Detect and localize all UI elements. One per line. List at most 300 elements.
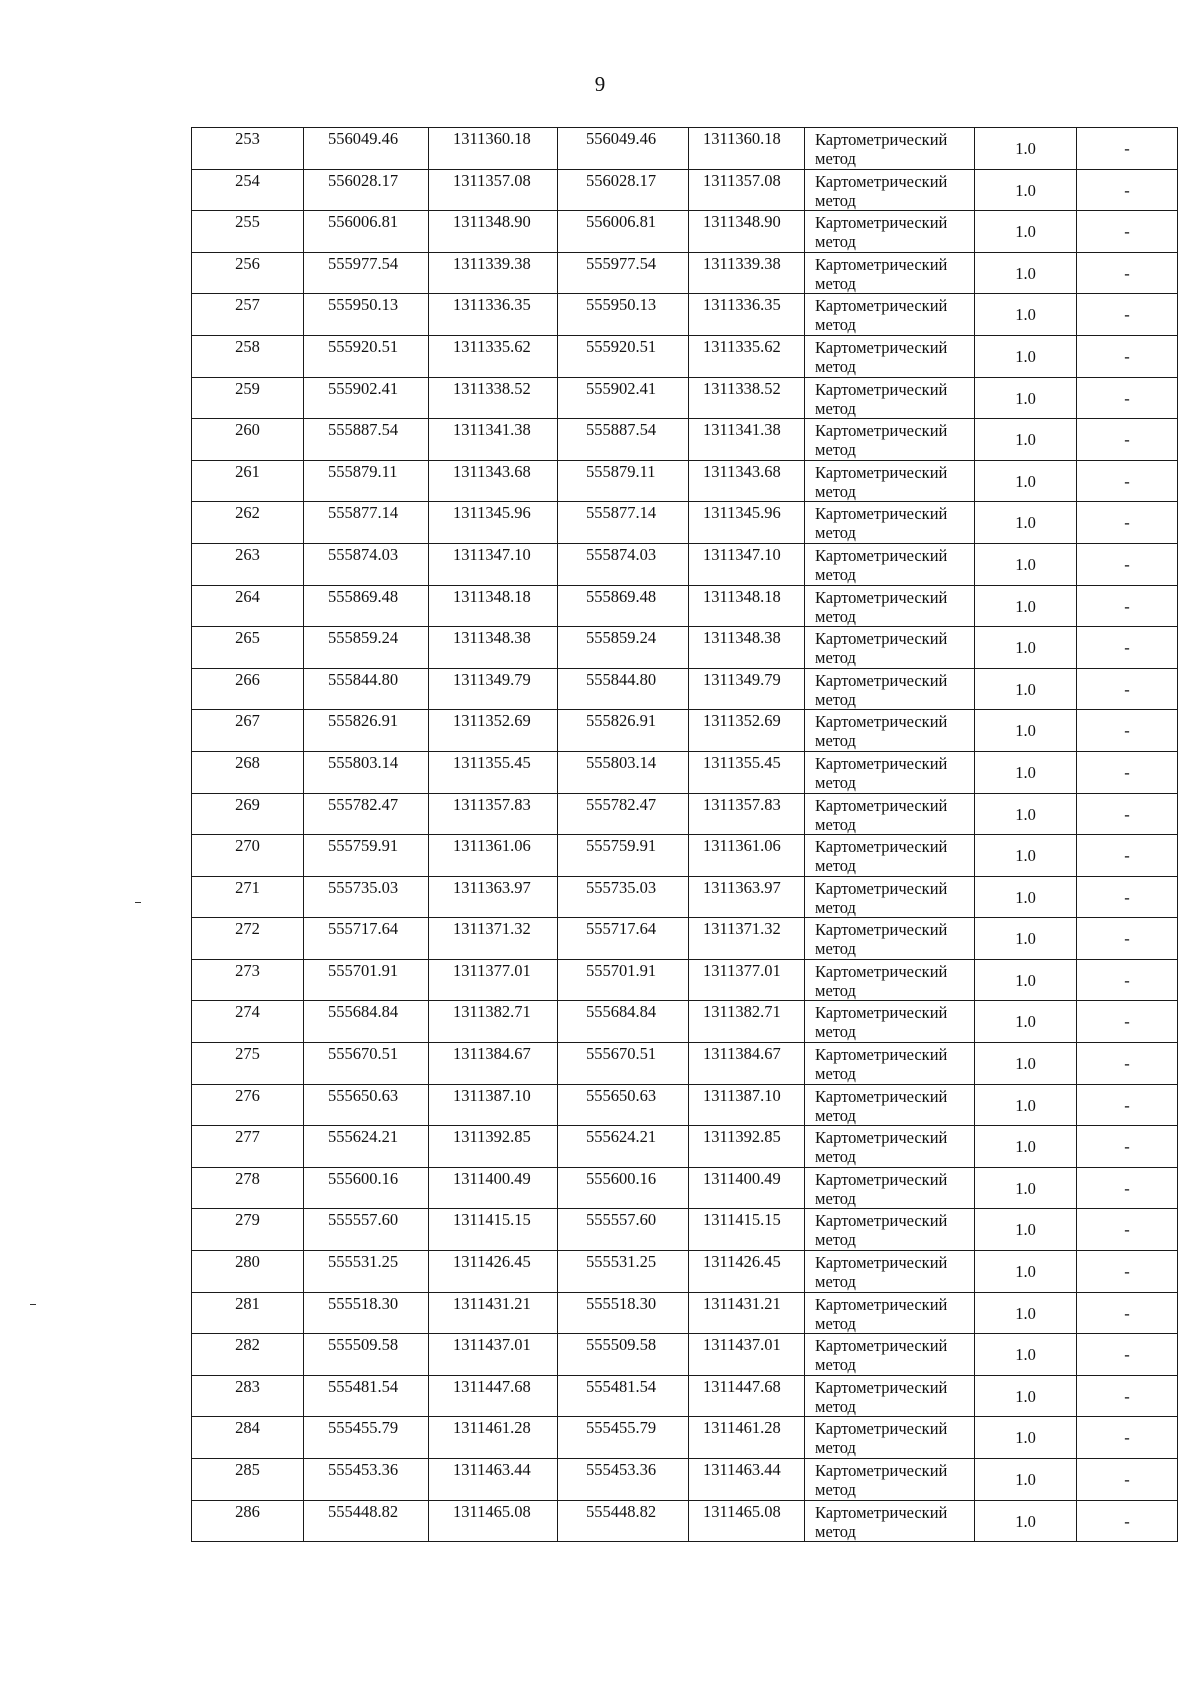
table-row: [192, 211, 1178, 253]
point-number-cell: 278: [192, 1167, 304, 1209]
error-cell: 1.0: [975, 627, 1077, 669]
method-line-2: метод: [815, 1272, 856, 1292]
description-cell: -: [1077, 419, 1178, 461]
method-line-1: Картометрический: [815, 795, 948, 815]
new-x-cell: 555902.41: [558, 377, 689, 419]
existing-x-cell: 555803.14: [304, 751, 429, 793]
method-line-1: Картометрический: [815, 213, 948, 233]
table-row: [192, 627, 1178, 669]
new-y-cell: 1311392.85: [689, 1126, 805, 1168]
existing-y-cell: 1311371.32: [429, 918, 558, 960]
new-y-cell: 1311348.18: [689, 585, 805, 627]
new-x-cell: 555670.51: [558, 1043, 689, 1085]
error-cell: 1.0: [975, 1292, 1077, 1334]
method-line-2: метод: [815, 1105, 856, 1125]
new-y-cell: 1311347.10: [689, 543, 805, 585]
error-cell: 1.0: [975, 460, 1077, 502]
method-line-1: Картометрический: [815, 1086, 948, 1106]
method-line-1: Картометрический: [815, 629, 948, 649]
method-cell: [805, 252, 975, 294]
description-cell: -: [1077, 377, 1178, 419]
method-line-2: метод: [815, 939, 856, 959]
existing-y-cell: 1311361.06: [429, 835, 558, 877]
method-line-1: Картометрический: [815, 920, 948, 940]
description-cell: -: [1077, 585, 1178, 627]
error-cell: 1.0: [975, 876, 1077, 918]
method-line-2: метод: [815, 1230, 856, 1250]
table-row: [192, 1375, 1178, 1417]
new-x-cell: 555844.80: [558, 668, 689, 710]
existing-x-cell: 555759.91: [304, 835, 429, 877]
existing-x-cell: 555518.30: [304, 1292, 429, 1334]
method-line-1: Картометрический: [815, 545, 948, 565]
method-line-1: Картометрический: [815, 1128, 948, 1148]
existing-x-cell: 555920.51: [304, 335, 429, 377]
table-row: [192, 169, 1178, 211]
existing-x-cell: 555453.36: [304, 1459, 429, 1501]
description-cell: -: [1077, 1084, 1178, 1126]
method-line-2: метод: [815, 1022, 856, 1042]
new-y-cell: 1311341.38: [689, 419, 805, 461]
method-line-1: Картометрический: [815, 504, 948, 524]
description-cell: -: [1077, 1292, 1178, 1334]
method-cell: [805, 793, 975, 835]
existing-x-cell: 555826.91: [304, 710, 429, 752]
description-cell: -: [1077, 627, 1178, 669]
existing-y-cell: 1311400.49: [429, 1167, 558, 1209]
new-y-cell: 1311336.35: [689, 294, 805, 336]
method-cell: [805, 1500, 975, 1542]
method-line-2: метод: [815, 190, 856, 210]
point-number-cell: 270: [192, 835, 304, 877]
description-cell: -: [1077, 710, 1178, 752]
error-cell: 1.0: [975, 1001, 1077, 1043]
new-y-cell: 1311382.71: [689, 1001, 805, 1043]
new-y-cell: 1311357.08: [689, 169, 805, 211]
new-x-cell: 555448.82: [558, 1500, 689, 1542]
error-cell: 1.0: [975, 1375, 1077, 1417]
existing-y-cell: 1311384.67: [429, 1043, 558, 1085]
method-cell: [805, 710, 975, 752]
method-line-1: Картометрический: [815, 296, 948, 316]
new-y-cell: 1311377.01: [689, 959, 805, 1001]
error-cell: 1.0: [975, 211, 1077, 253]
existing-x-cell: 555448.82: [304, 1500, 429, 1542]
method-line-1: Картометрический: [815, 712, 948, 732]
method-line-1: Картометрический: [815, 1003, 948, 1023]
error-cell: 1.0: [975, 959, 1077, 1001]
method-line-1: Картометрический: [815, 587, 948, 607]
description-cell: -: [1077, 835, 1178, 877]
existing-x-cell: 556049.46: [304, 128, 429, 170]
new-y-cell: 1311426.45: [689, 1251, 805, 1293]
method-cell: [805, 1084, 975, 1126]
new-x-cell: 555684.84: [558, 1001, 689, 1043]
existing-x-cell: 556028.17: [304, 169, 429, 211]
table-row: [192, 1167, 1178, 1209]
existing-y-cell: 1311349.79: [429, 668, 558, 710]
method-line-2: метод: [815, 1521, 856, 1541]
error-cell: 1.0: [975, 1251, 1077, 1293]
error-cell: 1.0: [975, 543, 1077, 585]
existing-x-cell: 555455.79: [304, 1417, 429, 1459]
point-number-cell: 271: [192, 876, 304, 918]
method-line-2: метод: [815, 440, 856, 460]
table-row: [192, 1251, 1178, 1293]
description-cell: -: [1077, 1001, 1178, 1043]
new-x-cell: 555453.36: [558, 1459, 689, 1501]
method-line-1: Картометрический: [815, 1253, 948, 1273]
method-line-2: метод: [815, 273, 856, 293]
description-cell: -: [1077, 252, 1178, 294]
description-cell: -: [1077, 1334, 1178, 1376]
existing-x-cell: 555879.11: [304, 460, 429, 502]
new-x-cell: 555455.79: [558, 1417, 689, 1459]
error-cell: 1.0: [975, 835, 1077, 877]
new-x-cell: 555869.48: [558, 585, 689, 627]
existing-x-cell: 555782.47: [304, 793, 429, 835]
table-row: [192, 1209, 1178, 1251]
existing-x-cell: 555869.48: [304, 585, 429, 627]
error-cell: 1.0: [975, 128, 1077, 170]
margin-mark: [30, 1304, 36, 1305]
table-row: [192, 751, 1178, 793]
method-line-1: Картометрический: [815, 130, 948, 149]
table-row: [192, 918, 1178, 960]
method-line-2: метод: [815, 523, 856, 543]
point-number-cell: 282: [192, 1334, 304, 1376]
existing-y-cell: 1311465.08: [429, 1500, 558, 1542]
existing-y-cell: 1311348.38: [429, 627, 558, 669]
new-x-cell: 555950.13: [558, 294, 689, 336]
error-cell: 1.0: [975, 502, 1077, 544]
error-cell: 1.0: [975, 1126, 1077, 1168]
existing-x-cell: 555735.03: [304, 876, 429, 918]
point-number-cell: 258: [192, 335, 304, 377]
new-y-cell: 1311360.18: [689, 128, 805, 170]
existing-y-cell: 1311382.71: [429, 1001, 558, 1043]
table-row: [192, 959, 1178, 1001]
error-cell: 1.0: [975, 252, 1077, 294]
method-line-1: Картометрический: [815, 337, 948, 357]
existing-y-cell: 1311447.68: [429, 1375, 558, 1417]
new-x-cell: 555782.47: [558, 793, 689, 835]
new-y-cell: 1311384.67: [689, 1043, 805, 1085]
method-line-1: Картометрический: [815, 379, 948, 399]
method-cell: [805, 1167, 975, 1209]
description-cell: -: [1077, 1375, 1178, 1417]
description-cell: -: [1077, 1167, 1178, 1209]
new-x-cell: 555701.91: [558, 959, 689, 1001]
point-number-cell: 255: [192, 211, 304, 253]
point-number-cell: 286: [192, 1500, 304, 1542]
description-cell: -: [1077, 1500, 1178, 1542]
method-cell: [805, 835, 975, 877]
existing-x-cell: 555650.63: [304, 1084, 429, 1126]
point-number-cell: 283: [192, 1375, 304, 1417]
new-y-cell: 1311361.06: [689, 835, 805, 877]
existing-y-cell: 1311339.38: [429, 252, 558, 294]
existing-x-cell: 556006.81: [304, 211, 429, 253]
error-cell: 1.0: [975, 585, 1077, 627]
description-cell: -: [1077, 668, 1178, 710]
point-number-cell: 257: [192, 294, 304, 336]
method-cell: [805, 1417, 975, 1459]
point-number-cell: 272: [192, 918, 304, 960]
point-number-cell: 277: [192, 1126, 304, 1168]
description-cell: -: [1077, 502, 1178, 544]
point-number-cell: 279: [192, 1209, 304, 1251]
table-row: [192, 460, 1178, 502]
method-line-1: Картометрический: [815, 1336, 948, 1356]
description-cell: -: [1077, 211, 1178, 253]
point-number-cell: 264: [192, 585, 304, 627]
method-line-2: метод: [815, 1188, 856, 1208]
point-number-cell: 267: [192, 710, 304, 752]
new-y-cell: 1311447.68: [689, 1375, 805, 1417]
existing-x-cell: 555977.54: [304, 252, 429, 294]
new-x-cell: 555826.91: [558, 710, 689, 752]
table-row: [192, 793, 1178, 835]
existing-y-cell: 1311347.10: [429, 543, 558, 585]
method-cell: [805, 1375, 975, 1417]
method-line-1: Картометрический: [815, 171, 948, 191]
existing-x-cell: 555844.80: [304, 668, 429, 710]
existing-y-cell: 1311345.96: [429, 502, 558, 544]
existing-x-cell: 555557.60: [304, 1209, 429, 1251]
existing-y-cell: 1311338.52: [429, 377, 558, 419]
point-number-cell: 254: [192, 169, 304, 211]
point-number-cell: 266: [192, 668, 304, 710]
existing-x-cell: 555887.54: [304, 419, 429, 461]
table-row: [192, 377, 1178, 419]
method-line-2: метод: [815, 1064, 856, 1084]
description-cell: -: [1077, 1126, 1178, 1168]
method-line-2: метод: [815, 1313, 856, 1333]
new-x-cell: 555920.51: [558, 335, 689, 377]
new-y-cell: 1311343.68: [689, 460, 805, 502]
existing-y-cell: 1311377.01: [429, 959, 558, 1001]
new-y-cell: 1311415.15: [689, 1209, 805, 1251]
description-cell: -: [1077, 335, 1178, 377]
method-line-1: Картометрический: [815, 670, 948, 690]
table-row: [192, 543, 1178, 585]
method-cell: [805, 751, 975, 793]
method-cell: [805, 128, 975, 170]
description-cell: -: [1077, 1251, 1178, 1293]
method-cell: [805, 543, 975, 585]
existing-y-cell: 1311363.97: [429, 876, 558, 918]
method-line-2: метод: [815, 1396, 856, 1416]
table-body: [192, 128, 1178, 1542]
method-cell: [805, 294, 975, 336]
existing-y-cell: 1311343.68: [429, 460, 558, 502]
method-cell: [805, 959, 975, 1001]
point-number-cell: 274: [192, 1001, 304, 1043]
method-cell: [805, 419, 975, 461]
margin-mark: [135, 902, 141, 903]
method-cell: [805, 668, 975, 710]
point-number-cell: 276: [192, 1084, 304, 1126]
method-cell: [805, 1043, 975, 1085]
new-x-cell: 555874.03: [558, 543, 689, 585]
point-number-cell: 269: [192, 793, 304, 835]
new-x-cell: 555879.11: [558, 460, 689, 502]
new-x-cell: 556049.46: [558, 128, 689, 170]
error-cell: 1.0: [975, 1043, 1077, 1085]
new-y-cell: 1311349.79: [689, 668, 805, 710]
point-number-cell: 275: [192, 1043, 304, 1085]
table-row: [192, 1417, 1178, 1459]
method-line-2: метод: [815, 1147, 856, 1167]
existing-y-cell: 1311437.01: [429, 1334, 558, 1376]
new-x-cell: 555859.24: [558, 627, 689, 669]
method-line-2: метод: [815, 731, 856, 751]
table-row: [192, 294, 1178, 336]
new-y-cell: 1311400.49: [689, 1167, 805, 1209]
method-line-2: метод: [815, 1480, 856, 1499]
new-y-cell: 1311338.52: [689, 377, 805, 419]
method-cell: [805, 627, 975, 669]
method-cell: [805, 211, 975, 253]
new-x-cell: 555759.91: [558, 835, 689, 877]
error-cell: 1.0: [975, 751, 1077, 793]
existing-y-cell: 1311352.69: [429, 710, 558, 752]
point-number-cell: 265: [192, 627, 304, 669]
error-cell: 1.0: [975, 1334, 1077, 1376]
method-cell: [805, 377, 975, 419]
method-cell: [805, 1251, 975, 1293]
description-cell: -: [1077, 543, 1178, 585]
new-x-cell: 555877.14: [558, 502, 689, 544]
new-y-cell: 1311348.38: [689, 627, 805, 669]
method-line-2: метод: [815, 398, 856, 418]
table-row: [192, 502, 1178, 544]
method-cell: [805, 169, 975, 211]
table-row: [192, 835, 1178, 877]
error-cell: 1.0: [975, 419, 1077, 461]
method-line-1: Картометрический: [815, 878, 948, 898]
description-cell: -: [1077, 1209, 1178, 1251]
description-cell: -: [1077, 128, 1178, 170]
new-x-cell: 556028.17: [558, 169, 689, 211]
point-number-cell: 260: [192, 419, 304, 461]
method-line-1: Картометрический: [815, 1045, 948, 1065]
existing-y-cell: 1311357.83: [429, 793, 558, 835]
method-line-1: Картометрический: [815, 462, 948, 482]
table-row: [192, 1043, 1178, 1085]
method-line-1: Картометрический: [815, 421, 948, 441]
new-y-cell: 1311437.01: [689, 1334, 805, 1376]
method-line-2: метод: [815, 564, 856, 584]
method-cell: [805, 876, 975, 918]
point-number-cell: 285: [192, 1459, 304, 1501]
table-row: [192, 876, 1178, 918]
existing-x-cell: 555877.14: [304, 502, 429, 544]
existing-x-cell: 555684.84: [304, 1001, 429, 1043]
existing-x-cell: 555701.91: [304, 959, 429, 1001]
new-x-cell: 555977.54: [558, 252, 689, 294]
new-x-cell: 555600.16: [558, 1167, 689, 1209]
new-x-cell: 555481.54: [558, 1375, 689, 1417]
error-cell: 1.0: [975, 710, 1077, 752]
existing-x-cell: 555717.64: [304, 918, 429, 960]
method-cell: [805, 502, 975, 544]
error-cell: 1.0: [975, 1417, 1077, 1459]
new-x-cell: 555717.64: [558, 918, 689, 960]
method-line-2: метод: [815, 814, 856, 834]
point-number-cell: 284: [192, 1417, 304, 1459]
method-line-2: метод: [815, 689, 856, 709]
new-y-cell: 1311345.96: [689, 502, 805, 544]
description-cell: -: [1077, 169, 1178, 211]
existing-x-cell: 555950.13: [304, 294, 429, 336]
method-line-1: Картометрический: [815, 1502, 948, 1522]
new-x-cell: 556006.81: [558, 211, 689, 253]
new-y-cell: 1311355.45: [689, 751, 805, 793]
point-number-cell: 280: [192, 1251, 304, 1293]
existing-y-cell: 1311426.45: [429, 1251, 558, 1293]
existing-x-cell: 555670.51: [304, 1043, 429, 1085]
new-x-cell: 555650.63: [558, 1084, 689, 1126]
method-line-2: метод: [815, 315, 856, 335]
error-cell: 1.0: [975, 1459, 1077, 1501]
new-x-cell: 555557.60: [558, 1209, 689, 1251]
existing-y-cell: 1311335.62: [429, 335, 558, 377]
existing-x-cell: 555600.16: [304, 1167, 429, 1209]
page-number: 9: [594, 72, 606, 96]
existing-y-cell: 1311348.18: [429, 585, 558, 627]
new-y-cell: 1311387.10: [689, 1084, 805, 1126]
new-y-cell: 1311371.32: [689, 918, 805, 960]
table-row: [192, 1001, 1178, 1043]
method-cell: [805, 585, 975, 627]
point-number-cell: 256: [192, 252, 304, 294]
existing-y-cell: 1311348.90: [429, 211, 558, 253]
method-line-2: метод: [815, 356, 856, 376]
existing-x-cell: 555509.58: [304, 1334, 429, 1376]
method-line-2: метод: [815, 856, 856, 876]
table-row: [192, 585, 1178, 627]
existing-x-cell: 555481.54: [304, 1375, 429, 1417]
error-cell: 1.0: [975, 793, 1077, 835]
existing-y-cell: 1311415.15: [429, 1209, 558, 1251]
method-line-1: Картометрический: [815, 1294, 948, 1314]
method-line-2: метод: [815, 648, 856, 668]
new-x-cell: 555887.54: [558, 419, 689, 461]
existing-x-cell: 555531.25: [304, 1251, 429, 1293]
description-cell: -: [1077, 1043, 1178, 1085]
method-line-2: метод: [815, 1438, 856, 1458]
error-cell: 1.0: [975, 918, 1077, 960]
error-cell: 1.0: [975, 1209, 1077, 1251]
description-cell: -: [1077, 918, 1178, 960]
existing-y-cell: 1311341.38: [429, 419, 558, 461]
point-number-cell: 261: [192, 460, 304, 502]
error-cell: 1.0: [975, 377, 1077, 419]
point-number-cell: 273: [192, 959, 304, 1001]
error-cell: 1.0: [975, 1167, 1077, 1209]
existing-y-cell: 1311392.85: [429, 1126, 558, 1168]
description-cell: -: [1077, 460, 1178, 502]
description-cell: -: [1077, 751, 1178, 793]
method-cell: [805, 335, 975, 377]
method-cell: [805, 1126, 975, 1168]
method-line-2: метод: [815, 606, 856, 626]
new-x-cell: 555531.25: [558, 1251, 689, 1293]
table-row: [192, 252, 1178, 294]
error-cell: 1.0: [975, 169, 1077, 211]
